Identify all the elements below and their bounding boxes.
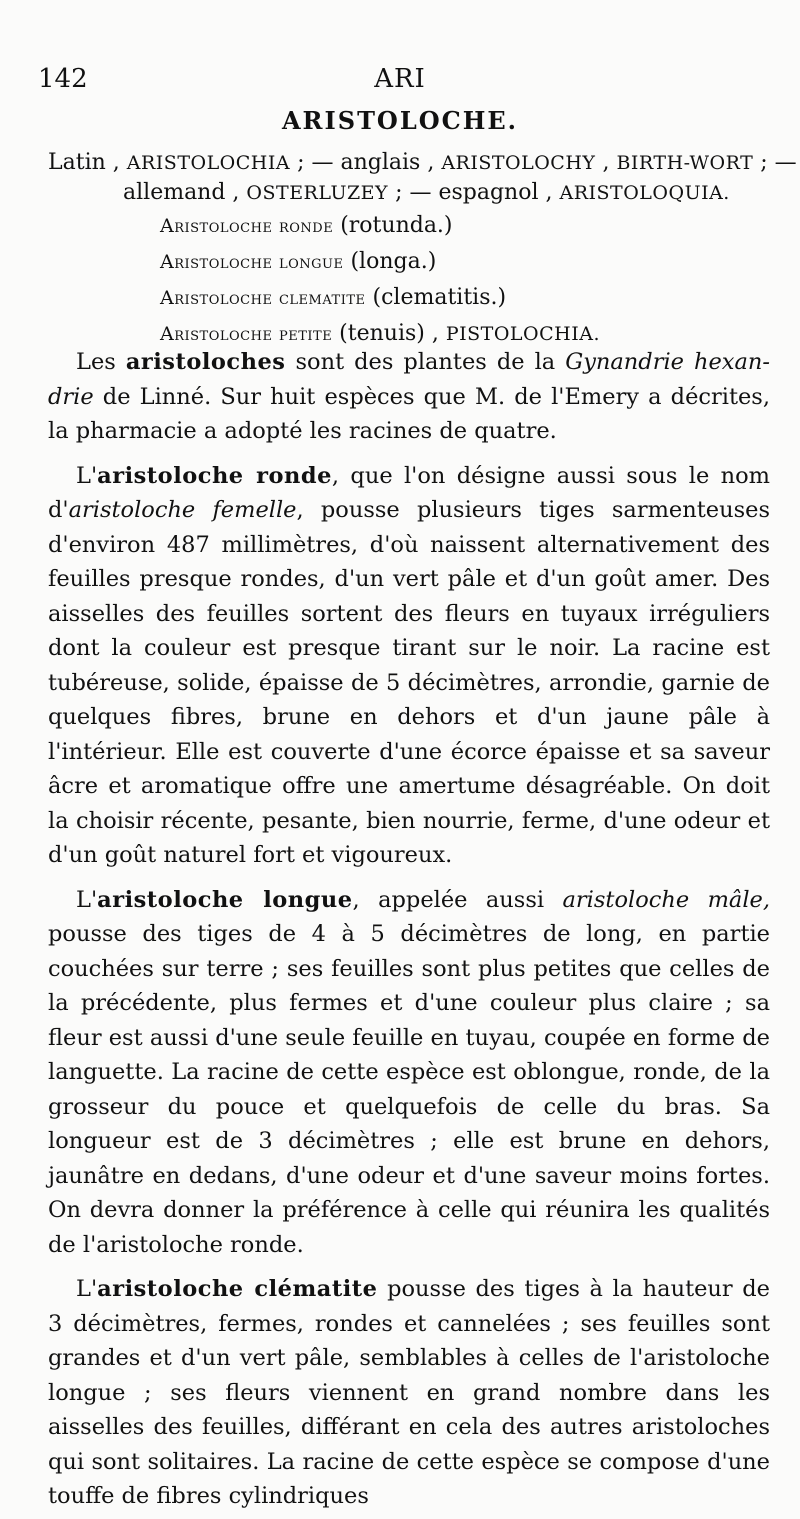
paragraph-clematite <box>48 1272 770 1514</box>
variety-name: Aristoloche ronde <box>160 215 334 237</box>
paragraph-text: Les <box>76 349 126 375</box>
paragraph-text: de Linné. Sur huit espèces que M. de l'Emery a décrites, la pharmacie a adopté les racines de quatre. <box>48 383 770 444</box>
synonym-text: ; — espagnol , <box>388 180 560 205</box>
synonym-text: allemand , <box>123 180 247 205</box>
variety-name: Aristoloche petite <box>160 323 333 345</box>
term-aristoloche-clematite: aristoloche clématite <box>97 1276 378 1302</box>
paragraph-text: pousse des tiges à la hauteur de 3 décimètres, fermes, rondes et cannelées ; ses feuilles sont grandes et d'un vert pâle, semblables à celles de l'aristoloche longue ; ses fleurs viennent en grand nombre dans les aisselles des feuilles, différant en cela des autres aristoloches qui sont solitaires. La racine de cette espèce se compose d'une touffe de fibres cylindriques <box>48 1276 770 1509</box>
paragraph-ronde <box>48 459 770 873</box>
synonym-text: ; — <box>753 150 797 175</box>
variety-item <box>160 280 760 316</box>
paragraph-text: L' <box>76 462 98 489</box>
paragraph-text: L' <box>76 886 98 913</box>
paragraph-longue <box>48 883 770 1263</box>
paragraph-text: , que l'on désigne aussi sous le nom d' <box>48 462 770 523</box>
synonym-latin: ARISTOLOCHIA <box>126 152 291 174</box>
article-body <box>48 345 770 1514</box>
variety-latin: (rotunda.) <box>333 213 453 238</box>
paragraph-text: , pousse plusieurs tiges sarmenteuses d'environ 487 millimètres, d'où naissent alternativement des feuilles presque rondes, d'un vert pâle et d'un goût amer. Des aisselles des feuilles sortent des fleurs en tuyaux irréguliers dont la couleur est presque tirant sur le noir. La racine est tubéreuse, solide, épaisse de 5 décimètres, arrondie, garnie de quelques fibres, brune en dehors et d'un jaune pâle à l'intérieur. Elle est couverte d'une écorce épaisse et sa saveur âcre et aromatique offre une amertume désagréable. On doit la choisir récente, pesante, bien nourrie, ferme, d'une odeur et d'un goût naturel fort et vigoureux. <box>48 497 770 868</box>
term-aristoloche-femelle: aristoloche femelle <box>68 497 297 523</box>
term-aristoloche-ronde: aristoloche ronde <box>97 462 332 489</box>
article-title: ARISTOLOCHE. <box>281 106 519 135</box>
synonym-german: OSTERLUZEY <box>246 182 389 204</box>
paragraph-text: L' <box>76 1276 98 1302</box>
page-header <box>38 64 762 104</box>
term-gynandrie: Gynandrie hexan-drie <box>48 349 770 410</box>
running-head: ARI <box>374 64 426 94</box>
page-number: 142 <box>38 64 88 94</box>
varieties-list <box>160 208 760 352</box>
variety-name: Aristoloche longue <box>160 251 344 273</box>
synonyms-block <box>48 148 797 208</box>
variety-synonym: PISTOLOCHIA. <box>445 323 600 345</box>
synonyms-line-1 <box>48 148 797 178</box>
synonym-english-2: BIRTH-WORT <box>616 152 754 174</box>
variety-item <box>160 244 760 280</box>
paragraph-intro <box>48 345 770 449</box>
paragraph-text: , appelée aussi <box>352 886 563 913</box>
variety-name: Aristoloche clematite <box>160 287 366 309</box>
variety-item <box>160 208 760 244</box>
term-aristoloches: aristoloches <box>125 349 286 375</box>
synonyms-line-2 <box>48 178 778 208</box>
synonym-spanish: ARISTOLOQUIA. <box>559 182 730 204</box>
term-aristoloche-male: aristoloche mâle, <box>562 886 770 913</box>
variety-latin: (longa.) <box>343 249 437 274</box>
term-aristoloche-longue: aristoloche longue <box>97 886 353 913</box>
synonym-english-1: ARISTOLOCHY <box>441 152 596 174</box>
variety-latin: (clematitis.) <box>365 285 507 310</box>
synonym-text: Latin , <box>48 150 127 175</box>
variety-latin: (tenuis) , <box>332 321 446 346</box>
synonym-text: ; — anglais , <box>290 150 442 175</box>
paragraph-text: sont des plantes de la <box>285 349 566 375</box>
synonym-text: , <box>595 150 617 175</box>
paragraph-text: pousse des tiges de 4 à 5 décimètres de long, en partie couchées sur terre ; ses feuilles sont plus petites que celles de la précédente, plus fermes et d'une couleur plus claire ; sa fleur est aussi d'une seule feuille en tuyau, coupée en forme de languette. La racine de cette espèce est oblongue, ronde, de la grosseur du pouce et quelquefois de celle du bras. Sa longueur est de 3 décimètres ; elle est brune en dehors, jaunâtre en dedans, d'une odeur et d'une saveur moins fortes. On devra donner la préférence à celle qui réunira les qualités de l'aristoloche ronde. <box>48 921 770 1258</box>
